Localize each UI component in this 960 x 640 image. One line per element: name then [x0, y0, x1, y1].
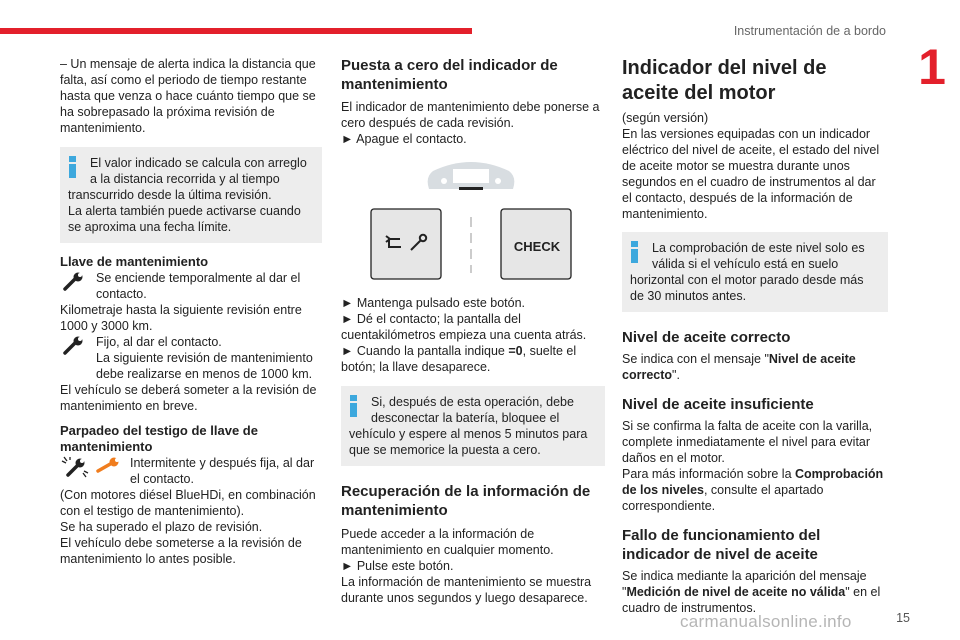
info-icon [629, 241, 640, 263]
header-accent-bar [0, 28, 472, 34]
wrench-icon [60, 334, 96, 350]
reset-step: ► Dé el contacto; la pantalla del cuentakilómetros empieza una cuenta atrás. [341, 312, 587, 342]
info-text: vehículo y espere al menos 5 minutos para que se memorice la puesta a cero. [349, 427, 588, 457]
heading-correcto: Nivel de aceite correcto [622, 329, 791, 346]
heading-insuficiente: Nivel de aceite insuficiente [622, 396, 814, 413]
column-middle [341, 56, 605, 606]
info-text: La alerta también puede activarse cuando se aproxima una fecha límite. [68, 204, 301, 234]
info-icon [67, 156, 78, 178]
heading-llave: Llave de mantenimiento [60, 254, 209, 269]
parpadeo-text: Se ha superado el plazo de revisión. [60, 520, 263, 534]
correcto-text: Se indica con el mensaje "Nivel de aceite correcto". [622, 352, 856, 382]
llave-text: Kilometraje hasta la siguiente revisión entre 1000 y 3000 km. [60, 303, 302, 333]
column-left [60, 56, 322, 567]
check-button: CHECK [513, 239, 561, 254]
insuf-text: Si se confirma la falta de aceite con la varilla, complete inmediatamente el nivel para evitar daños en el motor. [622, 419, 873, 465]
heading-reset: Puesta a cero del indicador de mantenimiento [341, 57, 558, 93]
info-text: El valor indicado se calcula con arreglo a la distancia recorrida y al tiempo [90, 156, 307, 186]
oil-text: En las versiones equipadas con un indicador eléctrico del nivel de aceite, el estado del nivel de aceite motor se muestra durante unos segundos en el cuadro de instrumentos al dar el contacto, después de la información de mantenimiento. [622, 127, 880, 221]
info-box [60, 147, 322, 243]
recup-text: Puede acceder a la información de mantenimiento en cualquier momento. [341, 527, 554, 557]
section-title: Instrumentación de a bordo [733, 24, 886, 38]
parpadeo-row [60, 455, 322, 487]
oil-text: (según versión) [622, 111, 709, 125]
watermark: carmanualsonline.info [680, 612, 852, 631]
info-icon [348, 395, 359, 417]
parpadeo-text: Intermitente y después fija, al dar el contacto. [130, 456, 315, 486]
alert-intro: – Un mensaje de alerta indica la distancia que falta, así como el periodo de tiempo restante hasta que venza o hace cuánto tiempo que se ha sobrepasado la próxima revisión de mantenimiento. [60, 57, 316, 135]
chapter-number: 1 [918, 39, 946, 95]
llave-row-2 [60, 334, 322, 350]
heading-fallo: Fallo de funcionamiento del indicador de nivel de aceite [622, 527, 821, 563]
info-box [622, 232, 888, 312]
reset-step: ► Cuando la pantalla indique =0, suelte el botón; la llave desaparece. [341, 344, 577, 374]
llave-row-1 [60, 270, 322, 302]
llave-text: Fijo, al dar el contacto. [96, 335, 222, 349]
heading-recuperacion: Recuperación de la información de mantenimiento [341, 483, 591, 519]
llave-text: Se enciende temporalmente al dar el contacto. [96, 271, 301, 301]
info-text: transcurrido desde la última revisión. [68, 188, 272, 202]
column-right [622, 56, 888, 616]
llave-text: El vehículo se deberá someter a la revisión de mantenimiento en breve. [60, 383, 317, 413]
recup-text: La información de mantenimiento se muestra durante unos segundos y luego desaparece. [341, 575, 592, 605]
fallo-text: Se indica mediante la aparición del mensaje "Medición de nivel de aceite no válida" en el cuadro de instrumentos. [622, 569, 881, 615]
parpadeo-text: El vehículo debe someterse a la revisión de mantenimiento lo antes posible. [60, 536, 302, 566]
page-number: 15 [896, 611, 910, 625]
info-text: horizontal con el motor parado desde más de 30 minutos antes. [630, 273, 864, 303]
llave-text: La siguiente revisión de mantenimiento debe realizarse en menos de 1000 km. [96, 351, 313, 381]
reset-text: El indicador de mantenimiento debe ponerse a cero después de cada revisión. [341, 100, 600, 130]
parpadeo-text: (Con motores diésel BlueHDi, en combinación con el testigo de mantenimiento). [60, 488, 316, 518]
reset-step: ► Mantenga pulsado este botón. [341, 296, 526, 310]
reset-step: ► Apague el contacto. [341, 132, 467, 146]
recup-step: ► Pulse este botón. [341, 559, 454, 573]
info-box [341, 386, 605, 466]
wrench-blink-icon [60, 455, 130, 487]
instrument-cluster-icon [341, 147, 605, 289]
info-text: La comprobación de este nivel solo es válida si el vehículo está en suelo [652, 241, 865, 271]
heading-parpadeo: Parpadeo del testigo de llave de mantenimiento [60, 423, 258, 454]
wrench-icon [60, 270, 96, 302]
insuf-text: Para más información sobre la Comprobación de los niveles, consulte el apartado correspondiente. [622, 467, 884, 513]
info-text: Si, después de esta operación, debe desconectar la batería, bloquee el [371, 395, 574, 425]
instrument-illustration [341, 147, 605, 289]
heading-oil: Indicador del nivel de aceite del motor [622, 57, 827, 104]
